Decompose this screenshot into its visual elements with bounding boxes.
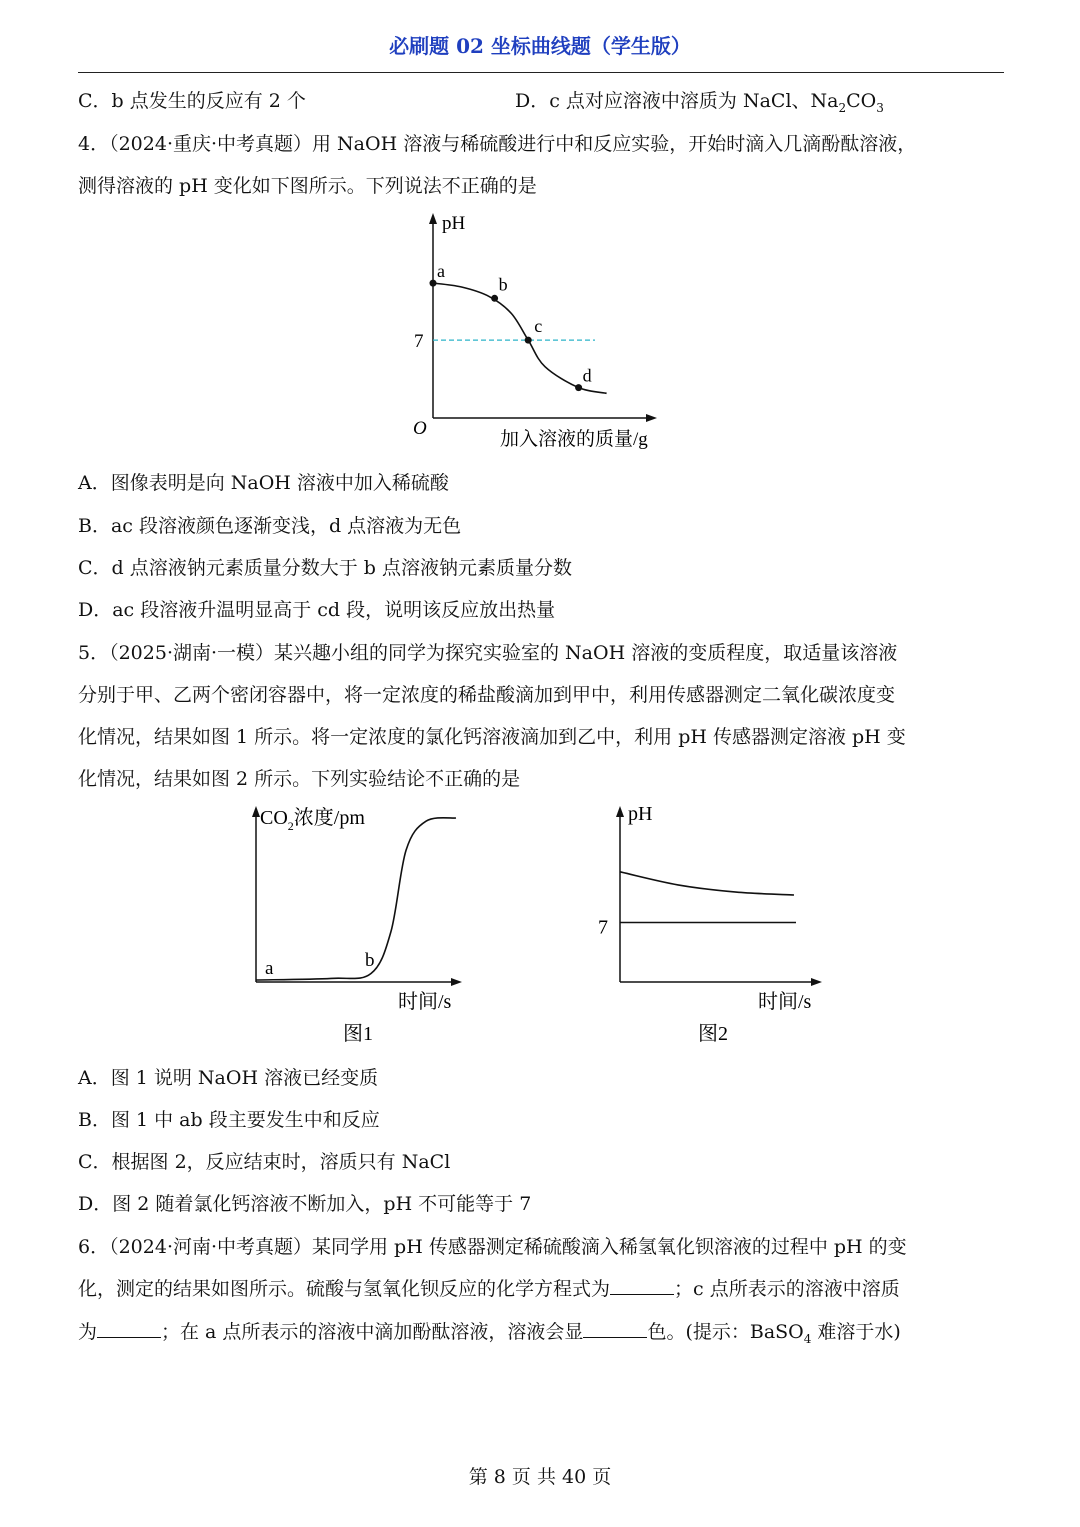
page-footer-number: 第 8 页 共 40 页 [468, 1466, 612, 1488]
q4-point-b [491, 295, 498, 302]
q4-option-b: B．ac 段溶液颜色逐渐变浅，d 点溶液为无色 [78, 515, 462, 537]
fig1-y-axis-arrow [252, 806, 260, 817]
q4-ph-chart [400, 205, 680, 455]
page-header-title: 必刷题 02 坐标曲线题（学生版） [389, 34, 691, 58]
q5-stem-line-1: 5．（2025·湖南·一模）某兴趣小组的同学为探究实验室的 NaOH 溶液的变质程度，取适量该溶液 [78, 642, 898, 664]
fig1-co2-curve [256, 818, 456, 980]
q4-option-d: D．ac 段溶液升温明显高于 cd 段，说明该反应放出热量 [78, 599, 556, 621]
q5-option-d: D．图 2 随着氯化钙溶液不断加入，pH 不可能等于 7 [78, 1193, 532, 1215]
q5-stem-line-3: 化情况，结果如图 1 所示。将一定浓度的氯化钙溶液滴加到乙中，利用 pH 传感器测定溶液 pH 变 [78, 726, 906, 748]
q6-blank-color[interactable] [583, 1318, 647, 1338]
fig1-point-label-b: b [365, 949, 375, 971]
fig2-x-axis-arrow [811, 978, 822, 986]
fig1-caption: 图1 [343, 1023, 373, 1045]
q4-point-d [575, 384, 582, 391]
q4-option-a: A．图像表明是向 NaOH 溶液中加入稀硫酸 [78, 472, 449, 494]
fig1-x-axis-label: 时间/s [398, 991, 452, 1013]
fig2-ph7-tick-label: 7 [598, 916, 608, 939]
fig2-y-axis-arrow [616, 806, 624, 817]
q6-stem-line-3: 为 ；在 a 点所表示的溶液中滴加酚酞溶液，溶液会显 色。(提示：BaSO$_4$ 难溶于水) [78, 1317, 901, 1346]
q6-blank-equation[interactable] [610, 1275, 674, 1295]
q5-stem-line-2: 分别于甲、乙两个密闭容器中，将一定浓度的稀盐酸滴加到甲中，利用传感器测定二氧化碳浓度变 [78, 684, 896, 706]
q4-x-axis-label: 加入溶液的质量/g [500, 429, 648, 450]
q4-ph-curve [433, 283, 607, 393]
q6-stem-line-2: 化，测定的结果如图所示。硫酸与氢氧化钡反应的化学方程式为 ；c 点所表示的溶液中溶质 [78, 1274, 900, 1301]
q4-ph7-tick-label: 7 [414, 331, 424, 353]
q5-figure-2-chart [590, 800, 840, 1050]
q4-y-axis-label: pH [442, 213, 466, 234]
q4-x-axis-arrow [646, 414, 657, 422]
q4-stem-line-2: 测得溶液的 pH 变化如下图所示。下列说法不正确的是 [78, 175, 537, 197]
q4-point-label-d: d [582, 365, 592, 386]
q5-option-a: A．图 1 说明 NaOH 溶液已经变质 [78, 1067, 379, 1089]
q5-figure-1-chart [240, 800, 480, 1050]
q3-option-d: D．c 点对应溶液中溶质为 NaCl、$Na_2CO_3$ [515, 90, 884, 115]
fig2-ph-curve [620, 872, 794, 895]
q3-option-c: C．b 点发生的反应有 2 个 [78, 90, 306, 112]
q6-stem-line-1: 6．（2024·河南·中考真题）某同学用 pH 传感器测定稀硫酸滴入稀氢氧化钡溶液的过程中 pH 的变 [78, 1236, 907, 1258]
q6-blank-solute[interactable] [97, 1318, 161, 1338]
fig1-point-label-a: a [265, 958, 274, 979]
q4-point-a [430, 280, 437, 287]
fig2-x-axis-label: 时间/s [758, 991, 812, 1013]
q4-point-c [525, 337, 532, 344]
q5-stem-line-4: 化情况，结果如图 2 所示。下列实验结论不正确的是 [78, 768, 521, 790]
q4-point-label-a: a [437, 261, 445, 282]
q4-origin-label: O [413, 418, 427, 439]
fig2-y-axis-label: pH [628, 803, 653, 825]
q4-point-label-c: c [534, 316, 543, 337]
header-divider [78, 72, 1004, 73]
q4-y-axis-arrow [429, 213, 437, 224]
q4-option-c: C．d 点溶液钠元素质量分数大于 b 点溶液钠元素质量分数 [78, 557, 572, 579]
fig1-y-axis-label: $CO_2$浓度/pm [260, 807, 365, 833]
q5-option-b: B．图 1 中 ab 段主要发生中和反应 [78, 1109, 380, 1131]
fig2-caption: 图2 [698, 1023, 728, 1045]
fig1-x-axis-arrow [451, 978, 462, 986]
q4-point-label-b: b [498, 274, 508, 295]
q5-option-c: C．根据图 2，反应结束时，溶质只有 NaCl [78, 1151, 451, 1173]
q4-stem-line-1: 4．（2024·重庆·中考真题）用 NaOH 溶液与稀硫酸进行中和反应实验，开始时滴入几滴酚酞溶液， [78, 133, 917, 155]
